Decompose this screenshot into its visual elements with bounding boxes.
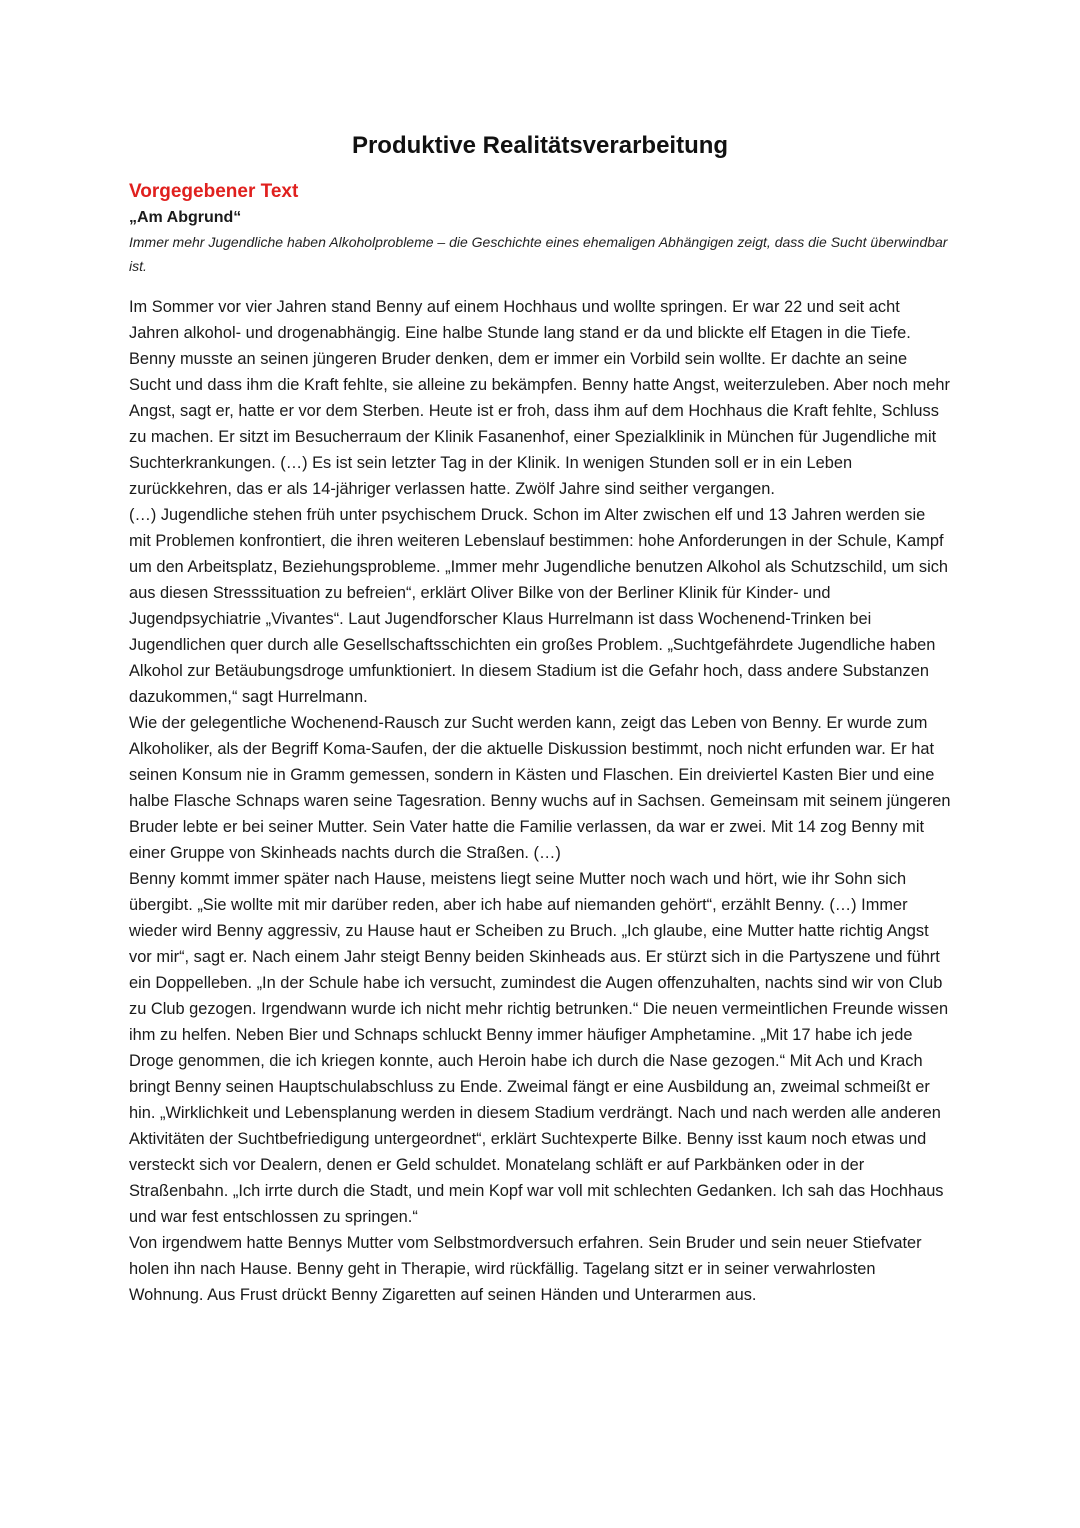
paragraph: Wie der gelegentliche Wochenend-Rausch zur Sucht werden kann, zeigt das Leben von Benny. Er wurde zum Alkoholiker, als der Begriff Koma-Saufen, der die aktuelle Diskussion bestimmt, noch nicht erfunden war. Er hat seinen Konsum nie in Gramm gemessen, sondern in Kästen und Flaschen. Ein dreiviertel Kasten Bier und eine halbe Flasche Schnaps waren seine Tagesration. Benny wuchs auf in Sachsen. Gemeinsam mit seinem jüngeren Bruder lebte er bei seiner Mutter. Sein Vater hatte die Familie verlassen, da war er zwei. Mit 14 zog Benny mit einer Gruppe von Skinheads nachts durch die Straßen. (…) (129, 714, 951, 862)
document-page (129, 128, 951, 1308)
paragraph: Von irgendwem hatte Bennys Mutter vom Selbstmordversuch erfahren. Sein Bruder und sein neuer Stiefvater holen ihn nach Hause. Benny geht in Therapie, wird rückfällig. Tagelang sitzt er in seiner verwahrlosten Wohnung. Aus Frust drückt Benny Zigaretten auf seinen Händen und Unterarmen aus. (129, 1234, 922, 1304)
article-body (129, 294, 951, 1308)
section-heading: Vorgegebener Text (129, 181, 299, 202)
paragraph: Benny kommt immer später nach Hause, meistens liegt seine Mutter noch wach und hört, wie ihr Sohn sich übergibt. „Sie wollte mit mir darüber reden, aber ich habe auf niemanden gehört“, erzählt Benny. (…) Immer wieder wird Benny aggressiv, zu Hause haut er Scheiben zu Bruch. „Ich glaube, eine Mutter hatte richtig Angst vor mir“, sagt er. Nach einem Jahr steigt Benny beiden Skinheads aus. Er stürzt sich in die Partyszene und führt ein Doppelleben. „In der Schule habe ich versucht, zumindest die Augen offenzuhalten, nachts sind wir von Club zu Club gezogen. Irgendwann wurde ich nicht mehr richtig betrunken.“ Die neuen vermeintlichen Freunde wissen ihm zu helfen. Neben Bier und Schnaps schluckt Benny immer häufiger Amphetamine. „Mit 17 habe ich jede Droge genommen, die ich kriegen konnte, auch Heroin habe ich durch die Nase gezogen.“ Mit Ach und Krach bringt Benny seinen Hauptschulabschluss zu Ende. Zweimal fängt er eine Ausbildung an, zweimal schmeißt er hin. „Wirklichkeit und Lebensplanung werden in diesem Stadium verdrängt. Nach und nach werden alle anderen Aktivitäten der Suchtbefriedigung untergeordnet“, erklärt Suchtexperte Bilke. Benny isst kaum noch etwas und versteckt sich vor Dealern, denen er Geld schuldet. Monatelang schläft er auf Parkbänken oder in der Straßenbahn. „Ich irrte durch die Stadt, und mein Kopf war voll mit schlechten Gedanken. Ich sah das Hochhaus und war fest entschlossen zu springen.“ (129, 870, 949, 1226)
article-title: „Am Abgrund“ (129, 209, 242, 226)
paragraph: Im Sommer vor vier Jahren stand Benny auf einem Hochhaus und wollte springen. Er war 22 und seit acht Jahren alkohol- und drogenabhängig. Eine halbe Stunde lang stand er da und blickte elf Etagen in die Tiefe. Benny musste an seinen jüngeren Bruder denken, dem er immer ein Vorbild sein wollte. Er dachte an seine Sucht und dass ihm die Kraft fehlte, sie alleine zu bekämpfen. Benny hatte Angst, weiterzuleben. Aber noch mehr Angst, sagt er, hatte er vor dem Sterben. Heute ist er froh, dass ihm auf dem Hochhaus die Kraft fehlte, Schluss zu machen. Er sitzt im Besucherraum der Klinik Fasanenhof, einer Spezialklinik in München für Jugendliche mit Suchterkrankungen. (…) Es ist sein letzter Tag in der Klinik. In wenigen Stunden soll er in ein Leben zurückkehren, das er als 14-jähriger verlassen hatte. Zwölf Jahre sind seither vergangen. (129, 298, 950, 498)
paragraph: (…) Jugendliche stehen früh unter psychischem Druck. Schon im Alter zwischen elf und 13 Jahren werden sie mit Problemen konfrontiert, die ihren weiteren Lebenslauf bestimmen: hohe Anforderungen in der Schule, Kampf um den Arbeitsplatz, Beziehungsprobleme. „Immer mehr Jugendliche benutzen Alkohol als Schutzschild, um sich aus diesen Stresssituation zu befreien“, erklärt Oliver Bilke von der Berliner Klinik für Kinder- und Jugendpsychiatrie „Vivantes“. Laut Jugendforscher Klaus Hurrelmann ist dass Wochenend-Trinken bei Jugendlichen quer durch alle Gesellschaftsschichten ein großes Problem. „Suchtgefährdete Jugendliche haben Alkohol zur Betäubungsdroge umfunktioniert. In diesem Stadium ist die Gefahr hoch, dass andere Substanzen dazukommen,“ sagt Hurrelmann. (129, 506, 949, 706)
article-teaser: Immer mehr Jugendliche haben Alkoholprobleme – die Geschichte eines ehemaligen Abhängigen zeigt, dass die Sucht überwindbar ist. (129, 234, 948, 274)
page-title: Produktive Realitätsverarbeitung (351, 132, 729, 159)
